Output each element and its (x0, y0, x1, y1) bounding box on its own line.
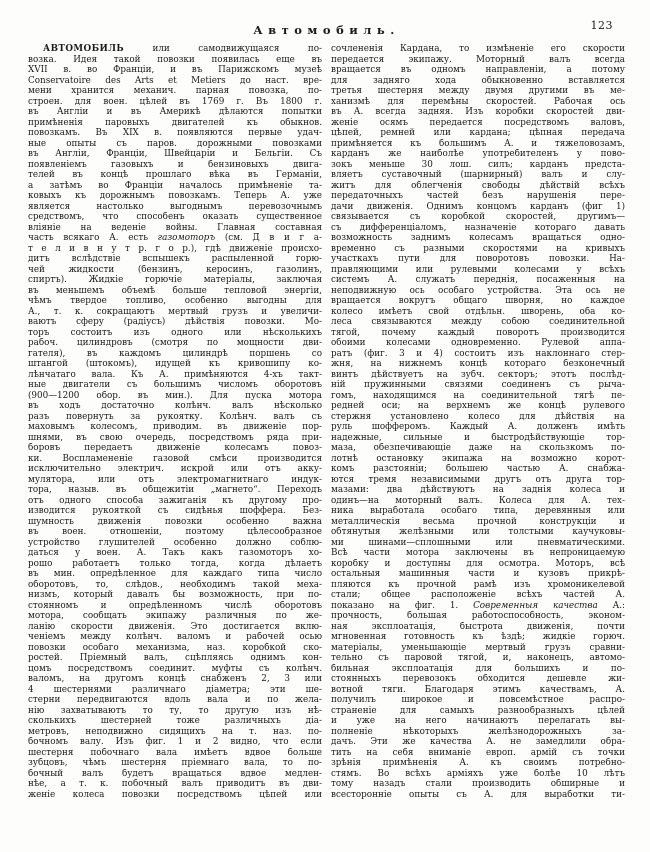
text-line: пляются къ прочной рамѣ изъ хромоникелевой (331, 579, 625, 590)
text-line: прочность, большая работоспособность, эконом- (331, 611, 625, 621)
text-line: передаточныхъ частей безъ нарушенія пере- (331, 191, 625, 201)
text-line: АВТОМОБИЛЬ или самодвижущаяся по- (43, 44, 322, 54)
text-line: для задняго хода обыкновенно вставляется (331, 75, 625, 86)
text-line: участкахъ пути для поворотовъ повозки. На- (331, 254, 625, 264)
text-line: а затѣмъ во Франціи началось примѣненіе та- (28, 180, 322, 191)
text-line: карданъ же наиболѣе употребителенъ у пово- (331, 149, 625, 159)
text-line: метровъ, неподвижно сидящихъ на т. наз. по- (28, 726, 322, 737)
text-line: житъ для облегченія свободы дѣйствій всѣхъ (331, 180, 625, 191)
text-line: примѣненія паровыхъ двигателей къ обыкнов. (28, 117, 322, 128)
text-line: часть всякаго А. есть газомоторъ (см. Д в и г а- (28, 233, 322, 243)
text-line: стержня установлено колесо для дѣйствія на (331, 411, 625, 422)
text-line: въ ходъ достаточно колѣнч. валъ нѣсколько (28, 401, 322, 411)
text-line: колесо имѣетъ свой отдѣльн. шворень, оба ко- (331, 306, 625, 317)
text-line: ній пружинными связями соединенъ съ рыча- (331, 380, 625, 390)
text-line: полненіе нѣкоторыхъ желѣзнодорожныхъ за- (331, 726, 625, 737)
text-line: показано на фиг. 1. Современныя качества А.: (331, 600, 625, 611)
text-line: тора, назыв. въ общежитіи „магнето“. Переходъ (28, 485, 322, 495)
text-line: бильная эксплоатація для большихъ и по- (331, 663, 625, 674)
text-line: нію захватываютъ то ту, то другую изъ нѣ- (28, 705, 322, 716)
text-line: ника выработала особаго типа, деревянныя или (331, 506, 625, 516)
text-line: возможность заднимъ колесамъ вращаться одно- (331, 233, 625, 243)
text-line: дачи движенія. Однимъ концомъ карданъ (фиг 1) (331, 201, 625, 212)
text-line: шумность движенія повозки особенно важна (28, 516, 322, 527)
text-line: шнями, въ свою очередь, посредствомъ ряда при- (28, 432, 322, 443)
text-line: всесторонніе опыты съ А. для выработки ти- (331, 789, 625, 800)
text-line: ки. Воспламененіе газовой смѣси производится (28, 453, 322, 464)
text-line: устройство глушителей особенно должно соблю- (28, 537, 322, 548)
text-line: системъ А. служатъ переднія, посаженныя на (331, 275, 625, 285)
text-line: чей жидкости (бензинъ, керосинъ, газолинъ, (28, 264, 322, 275)
text-line: гомъ, находящимся на соединительной тягѣ пе- (331, 390, 625, 401)
text-line: вліяніе на веденіе войны. Главная составная (28, 222, 322, 233)
text-line: ханизмѣ для перемѣны скоростей. Рабочая ось (331, 96, 625, 107)
text-line: валомъ, на другомъ концѣ снабженъ 2, 3 или (28, 674, 322, 684)
text-line: связывается съ коробкой скоростей, другимъ— (331, 212, 625, 222)
text-line: ковыхъ къ дорожнымъ повозкамъ. Теперь А. уже (28, 191, 322, 201)
text-line: исключительно электрич. искрой или отъ акку- (28, 464, 322, 474)
right-column (331, 44, 625, 800)
text-line: ратъ (фиг. 3 и 4) состоитъ изъ наклоннаго стер- (331, 348, 625, 359)
text-line: получилъ широкое и повсемѣстное распро- (331, 695, 625, 705)
text-line: матеріалы, уменьшающіе мертвый грузъ сравни- (331, 642, 625, 653)
text-line: повозкамъ. Въ XIX в. появляются первые удач- (28, 128, 322, 138)
text-line: является настолько выгоднымъ перевозочнымъ (28, 201, 322, 212)
text-line: лѣнчатаго вала. Къ А. примѣняются 4-хъ такт- (28, 369, 322, 380)
text-line: мотора, сообщать экипажу различныя по же- (28, 611, 322, 621)
text-line: страненіе для самыхъ разнообразныхъ цѣлей (331, 705, 625, 716)
text-line: надежные, сильные и быстродѣйствующіе тор- (331, 432, 625, 443)
text-line: редней оси; на верхнемъ же концѣ рулевого (331, 401, 625, 411)
text-line: съ дифференціаломъ, назначеніе котораго давать (331, 222, 625, 233)
text-line: въ Англіи и въ Америкѣ дѣлаются попытки (28, 107, 322, 117)
text-line: обтянутыя желѣзными или толстыми каучуковы- (331, 527, 625, 537)
text-line: тягой, почему каждый поворотъ производится (331, 327, 625, 338)
text-line: вотной тяги. Благодаря этимъ качествамъ, А. (331, 684, 625, 695)
text-line: вращается въ одномъ направленіи, а потому (331, 65, 625, 75)
text-line: мгновенная готовность къ ѣздѣ; жидкіе горюч. (331, 632, 625, 642)
text-line: стали; общее расположеніе всѣхъ частей А. (331, 590, 625, 600)
text-line: ченіемъ между колѣнч. валомъ и рабочей осью (28, 632, 322, 642)
text-line: ваютъ сферу (радіусъ) дѣйствія повозки. Мо- (28, 317, 322, 327)
text-line: вращается вокругъ общаго шворня, но каждое (331, 296, 625, 306)
text-line: руль шофферомъ. Каждый А. долженъ имѣть (331, 422, 625, 432)
text-line: сочлененія Кардана, то измѣненіе его скорости (331, 44, 625, 54)
text-line: мазами: два дѣйствуютъ на заднія колеса и (331, 485, 625, 495)
text-line: чѣмъ твердое топливо, особенно выгодны для (28, 296, 322, 306)
text-line: въ воен. отношеніи, поэтому цѣлесообразное (28, 527, 322, 537)
text-line: отъ одного способа зажиганія къ другому про- (28, 495, 322, 506)
text-line: правляющими или рулевыми колесами у всѣхъ (331, 264, 625, 275)
text-line: одинъ—на моторный валъ. Колеса для А. тех- (331, 495, 625, 506)
text-line: въ А. всегда задняя. Изъ коробки скоростей дви- (331, 107, 625, 117)
text-line: дитъ вслѣдствіе вспышекъ распыленной горю- (28, 254, 322, 264)
text-line: ная эксплоатація, быстрота движенія, почти (331, 621, 625, 632)
left-column (28, 44, 322, 800)
text-line: маза, обезпечивающіе даже на скользкомъ по- (331, 443, 625, 453)
text-line: въ меньшемъ объемѣ больше тепловой энергіи, (28, 285, 322, 296)
text-line: ланію скорости движенія. Это достигается вклю- (28, 621, 322, 632)
text-line: женіе колеса повозки посредствомъ цѣпей или (28, 789, 322, 800)
text-line: зокъ меньше 30 лош. силъ; карданъ предста- (331, 159, 625, 170)
text-line: леса связываются между собою соединительной (331, 317, 625, 327)
text-line: шестерня побочнаго вала имѣетъ вдвое больше (28, 747, 322, 758)
text-line: ются тремя независимыми другъ отъ друга тор- (331, 474, 625, 485)
text-line: неподвижную ось особаго устройства. Эта ось не (331, 285, 625, 296)
text-line: зубцовъ, чѣмъ шестерня пріемнаго вала, то по- (28, 758, 322, 768)
text-line: стоянномъ и опредѣленномъ числѣ оборотовъ (28, 600, 322, 611)
text-line: ные двигатели съ большимъ числомъ оборотовъ (28, 380, 322, 390)
text-line: ми шинами—сплошными или пневматическими. (331, 537, 625, 548)
text-line: XVII в. во Франціи, и въ Парижскомъ музеѣ (28, 65, 322, 75)
page-title: Автомобиль. (253, 23, 400, 37)
text-line: тить на себя вниманіе европ. армій съ точки (331, 747, 625, 758)
text-line: сколькихъ шестерней тоже различныхъ діа- (28, 716, 322, 726)
text-line: временно съ разными скоростями на кривыхъ (331, 243, 625, 254)
text-line: строен. для воен. цѣлей въ 1769 г. Въ 1800 г. (28, 96, 322, 107)
text-line: тельно съ паровой тягой, и, наконецъ, автомо- (331, 653, 625, 663)
text-line: штангой (штокомъ), идущей къ кривошипу ко- (28, 359, 322, 369)
text-line: Всѣ части мотора заключены въ непроницаемую (331, 548, 625, 558)
text-line: стерни передвигаются вдоль вала и по жела- (28, 695, 322, 705)
text-line: возка. Идея такой повозки появилась еще въ (28, 54, 322, 65)
text-line: примѣняется къ большимъ А. и тяжеловозамъ, (331, 138, 625, 149)
text-line: 4 шестернями различнаго діаметра; эти ше- (28, 684, 322, 695)
text-line: женіе осямъ передается посредствомъ валовъ, (331, 117, 625, 128)
text-line: и уже на него начинаютъ перелагать вы- (331, 716, 625, 726)
text-line: мени хранится механич. парная повозка, по- (28, 86, 322, 96)
page-number: 123 (590, 19, 613, 32)
text-line: стямъ. Во всѣхъ арміяхъ уже болѣе 10 лѣтъ (331, 768, 625, 779)
text-line: А., т. к. сокращаютъ мертвый грузъ и увеличи- (28, 306, 322, 317)
running-head (28, 19, 625, 38)
text-line: въ Англіи, Франціи, Швейцаріи и Бельгіи. Съ (28, 149, 322, 159)
text-line: разъ повернуть за рукоятку. Колѣнч. валъ съ (28, 411, 322, 422)
text-line: коробку и доступны для осмотра. Моторъ, всѣ (331, 558, 625, 569)
text-line: (900—1200 обор. въ мин.). Для пуска мотора (28, 390, 322, 401)
text-line: торъ состоитъ изъ одного или нѣсколькихъ (28, 327, 322, 338)
text-line: зрѣнія примѣненія А. къ своимъ потребно- (331, 758, 625, 768)
text-line: средствомъ, что способенъ оказать существенное (28, 212, 322, 222)
text-line: появленіемъ газовыхъ и бензиновыхъ двига- (28, 159, 322, 170)
text-line: металлическія весьма прочной конструкціи и (331, 516, 625, 527)
text-line: комъ разстояніи; большею частью А. снабжа- (331, 464, 625, 474)
text-line: лотнѣ остановку экипажа на возможно корот- (331, 453, 625, 464)
text-line: тому назадъ стали производить обширные и (331, 779, 625, 789)
text-line: повозки особаго механизма, наз. коробкой ско- (28, 642, 322, 653)
text-line: изводится рукояткой съ сидѣнья шоффера. Без- (28, 506, 322, 516)
text-line: нѣе, а т. к. побочный валъ приводитъ въ дви- (28, 779, 322, 789)
text-line: третья шестерня между двумя другими въ ме- (331, 86, 625, 96)
text-line: маховымъ колесомъ, приводим. въ движеніе пор- (28, 422, 322, 432)
text-line: боровъ передаетъ движеніе колесамъ повоз- (28, 443, 322, 453)
text-line: низмъ, который давалъ бы возможность, при по- (28, 590, 322, 600)
text-line: вляетъ суставочный (шарнирный) валъ и слу- (331, 170, 625, 180)
text-line: мулятора, или отъ электромагнитнаго индук- (28, 474, 322, 485)
article-body (28, 44, 625, 800)
text-line: оборотовъ, то, слѣдов., необходимъ такой меха- (28, 579, 322, 590)
text-line: Conservatoire des Arts et Metiers до наст. вре- (28, 75, 322, 86)
text-line: обоими колесами одновременно. Рулевой аппа- (331, 338, 625, 348)
text-line: ные опыты съ паров. дорожными повозками (28, 138, 322, 149)
text-line: т е л и в н у т р. г о р.), гдѣ движеніе происхо- (28, 243, 322, 254)
text-line: въ мин. опредѣленное для каждаго типа число (28, 569, 322, 579)
text-line: гателя), въ каждомъ цилиндрѣ поршень со (28, 348, 322, 359)
text-line: бочномъ валу. Изъ фиг. 1 и 2 видно, что если (28, 737, 322, 747)
text-line: телей въ концѣ прошлаго вѣка въ Германіи, (28, 170, 322, 180)
text-line: жня, на нижнемъ концѣ котораго безконечный (331, 359, 625, 369)
text-line: винтъ дѣйствуетъ на зубч. секторъ; этотъ послѣд- (331, 369, 625, 380)
text-line: ростей. Пріемный валъ, сцѣпляясь однимъ кон- (28, 653, 322, 663)
text-line: цомъ посредствомъ соединит. муфты съ колѣнч. (28, 663, 322, 674)
text-line: бочный валъ будетъ вращаться вдвое медлен- (28, 768, 322, 779)
text-line: рабоч. цилиндровъ (смотря по мощности дви- (28, 338, 322, 348)
text-line: цѣпей, ремней или кардана; цѣпная передача (331, 128, 625, 138)
text-line: стоянныхъ перевозокъ обходится дешевле жи- (331, 674, 625, 684)
text-line: передается экипажу. Моторный валъ всегда (331, 54, 625, 65)
text-line: рошо работаетъ только тогда, когда дѣлаетъ (28, 558, 322, 569)
text-line: даться у воен. А. Такъ какъ газомоторъ хо- (28, 548, 322, 558)
text-line: остальныя машинныя части и кузовъ прикрѣ- (331, 569, 625, 579)
text-line: спиртъ). Жидкіе горючіе матеріалы, заключая (28, 275, 322, 285)
text-line: дачъ. Эти же качества А. не замедлили обра- (331, 737, 625, 747)
